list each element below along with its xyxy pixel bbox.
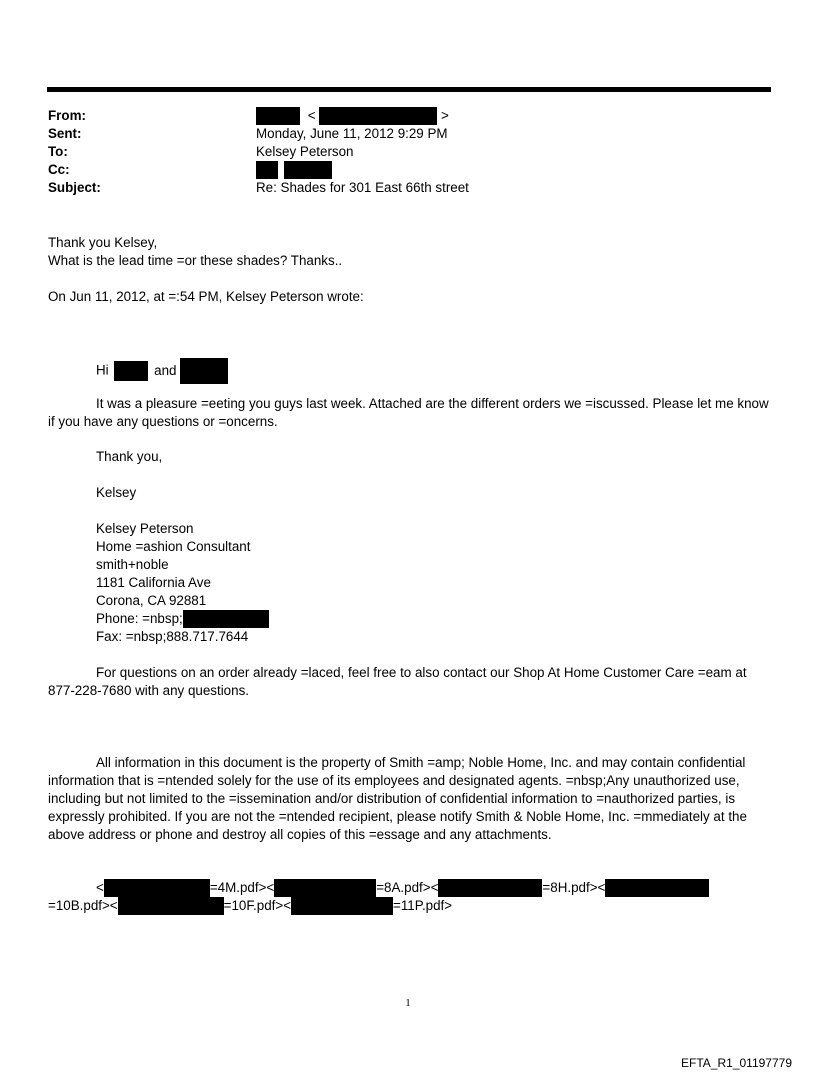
redaction — [114, 361, 148, 381]
thanks: Thank you, — [96, 449, 163, 464]
attachment-8h[interactable]: =8H.pdf>< — [542, 880, 606, 895]
attachment-4m[interactable]: =4M.pdf>< — [209, 880, 275, 895]
signature-phone — [96, 610, 269, 628]
redaction — [256, 107, 300, 125]
subject-label: Subject: — [48, 180, 101, 195]
customer-care-note: For questions on an order already =laced, feel free to also contact our Shop At Home Customer Care =eam at 877-228-7680 with any questions. — [48, 665, 747, 698]
attachment-row-1 — [96, 879, 709, 897]
greeting-hi: Hi — [96, 362, 109, 378]
signature-company: smith+noble — [96, 557, 169, 572]
sent-value: Monday, June 11, 2012 9:29 PM — [256, 126, 448, 141]
attachment-open: < — [96, 880, 104, 895]
reply-line-2: What is the lead time =or these shades? Thanks.. — [48, 253, 343, 268]
reply-line-1: Thank you Kelsey, — [48, 235, 158, 250]
greeting-and: and — [154, 362, 177, 378]
from-label: From: — [48, 108, 86, 123]
redaction — [438, 879, 542, 897]
redaction — [274, 879, 376, 897]
sign-name: Kelsey — [96, 485, 137, 500]
cc-value — [256, 161, 332, 179]
redaction — [291, 897, 393, 915]
signature-city: Corona, CA 92881 — [96, 593, 207, 608]
quoted-body: It was a pleasure =eeting you guys last week. Attached are the different orders we =iscussed. Please let me know if you have any questions or =oncerns. — [48, 396, 769, 429]
from-value — [256, 107, 449, 125]
subject-value: Re: Shades for 301 East 66th street — [256, 180, 469, 195]
redaction — [118, 897, 224, 915]
from-lt: < — [307, 108, 316, 123]
from-gt: > — [441, 108, 449, 123]
header-rule — [47, 87, 771, 92]
signature-street: 1181 California Ave — [96, 575, 211, 590]
quote-intro: On Jun 11, 2012, at =:54 PM, Kelsey Peterson wrote: — [48, 289, 364, 304]
disclaimer: All information in this document is the property of Smith =amp; Noble Home, Inc. and may contain confidential information that is =ntended solely for the use of its employees and designated agents. =nbsp;Any unauthorized use, including but not limited to the =issemination and/or distribution of confidential information to =nauthorized parties, is expressly prohibited. If you are not the =ntended recipient, please notify Smith & Noble Home, Inc. =mmediately at the above address or phone and destroy all copies of this =essage and any attachments. — [48, 755, 747, 842]
signature-fax: Fax: =nbsp;888.717.7644 — [96, 629, 249, 644]
greeting — [96, 358, 228, 384]
sent-label: Sent: — [48, 126, 82, 141]
redaction — [104, 879, 210, 897]
redaction — [284, 161, 332, 179]
attachment-row-2 — [48, 897, 452, 915]
attachment-11p[interactable]: =11P.pdf> — [393, 898, 453, 913]
attachment-10b[interactable]: =10B.pdf>< — [48, 898, 118, 913]
bates-number: EFTA_R1_01197779 — [681, 1056, 792, 1070]
attachment-8a[interactable]: =8A.pdf>< — [376, 880, 439, 895]
redaction — [183, 610, 269, 628]
attachment-10f[interactable]: =10F.pdf>< — [223, 898, 292, 913]
redaction — [256, 161, 278, 179]
to-value: Kelsey Peterson — [256, 144, 354, 159]
phone-label: Phone: =nbsp; — [96, 611, 183, 626]
signature-name: Kelsey Peterson — [96, 521, 194, 536]
cc-label: Cc: — [48, 162, 70, 177]
redaction — [319, 107, 437, 125]
to-label: To: — [48, 144, 68, 159]
redaction — [180, 358, 228, 384]
signature-title: Home =ashion Consultant — [96, 539, 251, 554]
redaction — [605, 879, 709, 897]
page-number: 1 — [405, 997, 411, 1009]
